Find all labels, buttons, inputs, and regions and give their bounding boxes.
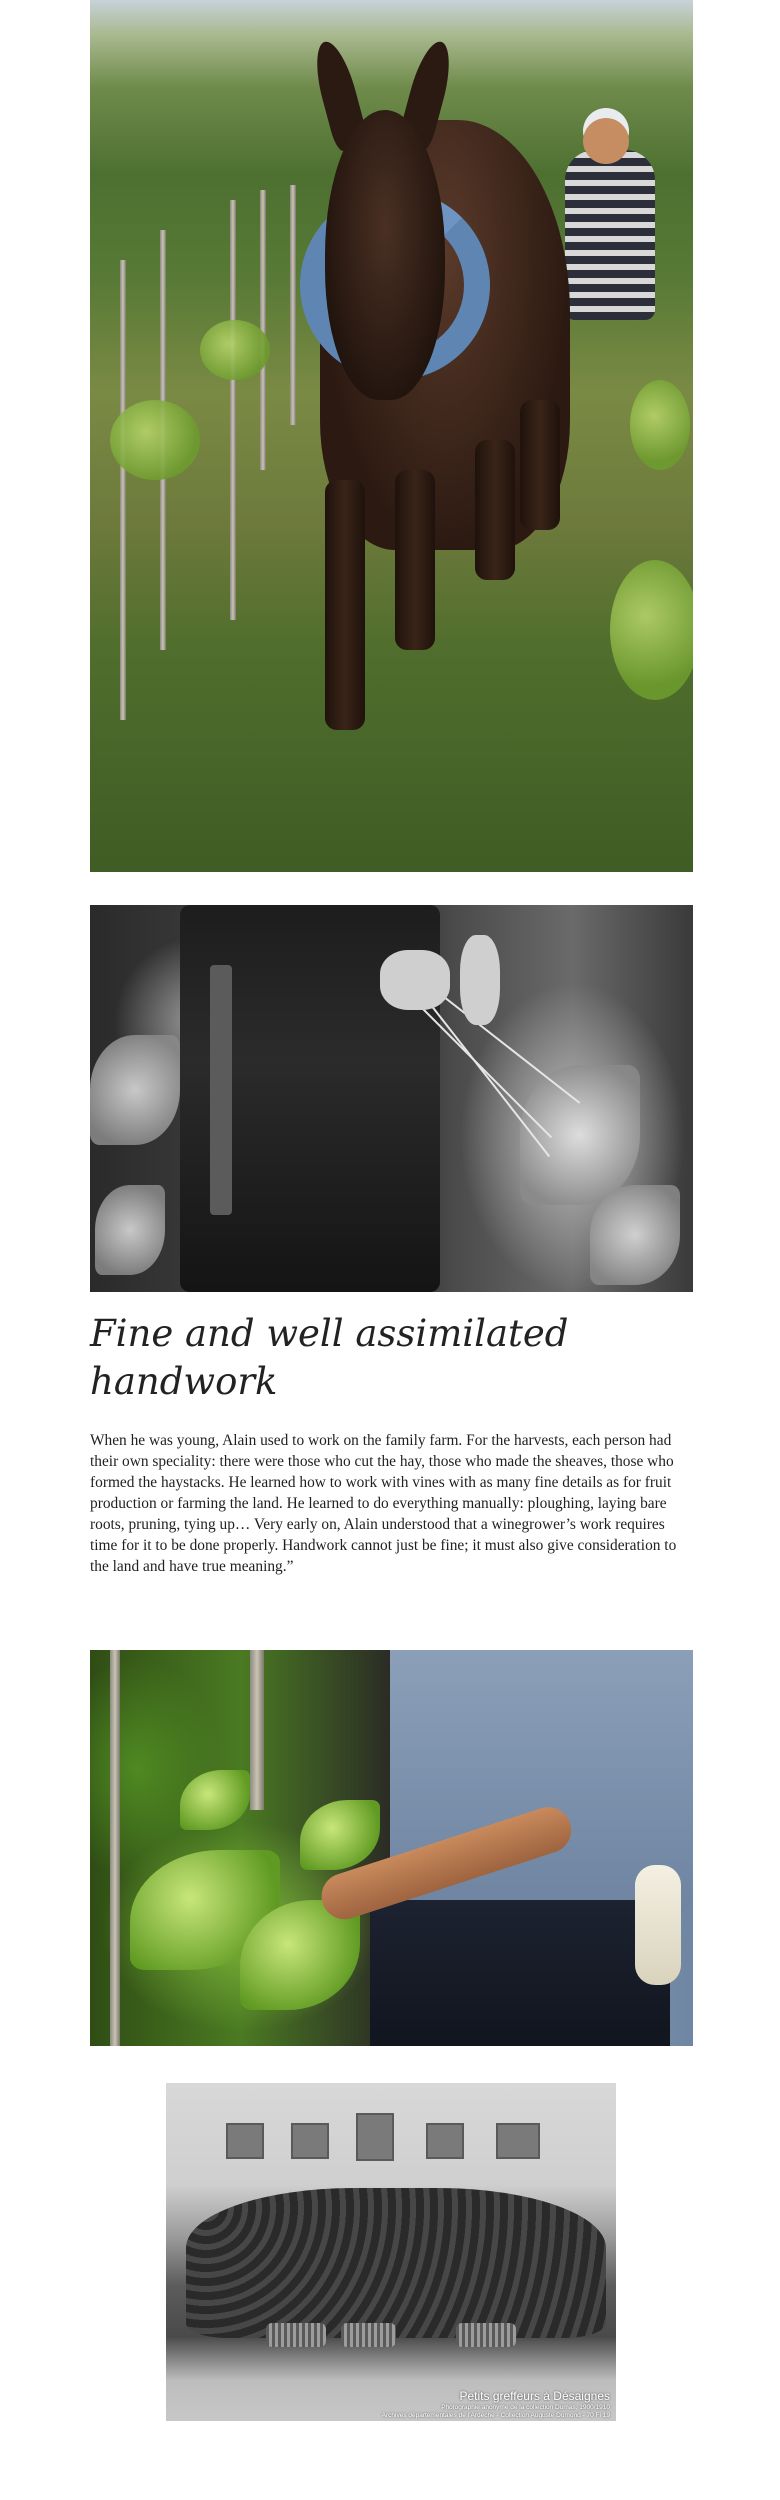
- willow-twig: [429, 985, 580, 1104]
- vine-leaves: [200, 320, 270, 380]
- worker-jeans: [370, 1900, 670, 2046]
- vine-bundle: [266, 2323, 326, 2347]
- vine-leaf: [90, 1035, 180, 1145]
- wall-frame: [356, 2113, 394, 2161]
- vine-leaves: [110, 400, 200, 480]
- vine-leaf: [95, 1185, 165, 1275]
- vine-leaf: [590, 1185, 680, 1285]
- mule-leg: [475, 440, 515, 580]
- worker-belt: [210, 965, 232, 1215]
- farmer-head: [583, 118, 629, 164]
- farmer-figure: [565, 150, 655, 320]
- tying-vine-photo: [90, 905, 693, 1292]
- section-body-text: When he was young, Alain used to work on the family farm. For the harvests, each person had their own speciality: there were those who cut the hay, those who made the sheaves, those who formed the haystacks. He learned how to work with vines with as many fine details as for fruit production or farming the land. He learned to do everything manually: ploughing, laying bare roots, pruning, tying up… Very early on, Alain understood that a winegrower’s work requires time for it to be done properly. Handwork cannot just be fine; it must also give consideration to the land and have true meaning.”: [90, 1432, 677, 1575]
- wall-frame: [426, 2123, 464, 2159]
- worker-hand: [460, 935, 500, 1025]
- vine-post: [120, 260, 126, 720]
- vineyard-mule-photo: [90, 0, 693, 872]
- vine-leaves: [610, 560, 693, 700]
- mule-leg: [520, 400, 560, 530]
- archive-caption-title: Petits greffeurs à Désaignes: [459, 2389, 610, 2403]
- archive-caption-credit: Photographie anonyme de la collection Dumas, 1900/1910: [441, 2404, 610, 2411]
- worker-hand: [380, 950, 450, 1010]
- wall-frame: [291, 2123, 329, 2159]
- vine-post: [290, 185, 296, 425]
- raffia-bundle: [635, 1865, 681, 1985]
- wall-frame: [496, 2123, 540, 2159]
- vine-shoot-leaf: [300, 1800, 380, 1870]
- vine-leaf: [520, 1065, 640, 1205]
- vine-post: [110, 1650, 120, 2046]
- mule-leg: [395, 470, 435, 650]
- mule-head: [325, 110, 445, 400]
- vine-bundle: [341, 2323, 396, 2347]
- mule-leg: [325, 480, 365, 730]
- vine-post: [250, 1650, 264, 1810]
- crowd-of-children: [186, 2188, 606, 2338]
- archival-group-photo: [166, 2083, 616, 2421]
- archive-caption-credit: Archives départementales de l’Ardèche - Collection Auguste Dumond - 70 Fi 19: [381, 2412, 610, 2419]
- vine-post: [230, 200, 236, 620]
- vine-shoot-leaf: [180, 1770, 250, 1830]
- vine-bundle: [456, 2323, 516, 2347]
- vine-leaves: [630, 380, 690, 470]
- section-heading: Fine and well assimilated handwork: [90, 1312, 569, 1403]
- wall-frame: [226, 2123, 264, 2159]
- green-shoots-photo: [90, 1650, 693, 2046]
